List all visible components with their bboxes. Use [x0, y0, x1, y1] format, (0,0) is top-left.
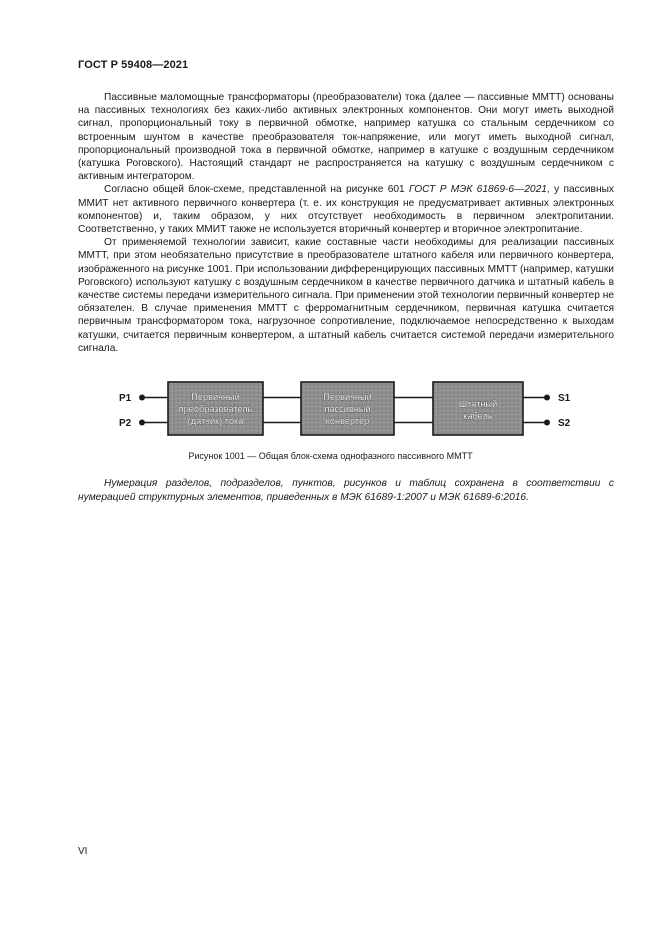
standard-reference: ГОСТ Р МЭК 61869-6—2021	[409, 184, 547, 196]
figure-caption: Рисунок 1001 — Общая блок-схема однофазного пассивного ММТТ	[188, 451, 473, 461]
terminal-s2-dot	[544, 420, 550, 426]
block-cable-line2: кабель	[463, 411, 493, 421]
numbering-note-text: Нумерация разделов, подразделов, пунктов, рисунков и таблиц сохранена в соответствии с нумерацией структурных элементов, приведенных в МЭК 61689-1:2007 и МЭК 61689-6:2016.	[78, 478, 614, 503]
block-converter-line3: конвертер	[325, 416, 370, 426]
block-primary-sensor-line2: преобразователь	[178, 404, 253, 414]
terminal-s1-label: S1	[558, 393, 571, 404]
paragraph-technology-components: От применяемой технологии зависит, какие составные части необходимы для реализации пассивных ММТТ, при этом необязательно присутствие в преобразователе штатного кабеля или первичного конвертера, изображенного на рисунке 1001. При использовании дифференцирующих пассивных ММТТ (например, катушки Роговского) используют катушку с воздушным сердечником в качестве первичного датчика и штатный кабель в качестве системы передачи измерительного сигнала. При применении этой технологии первичный конвертер не обязателен. В случае применения ММТТ с ферромагнитным сердечником, первичная катушка считается первичным трансформатором тока, нагрузочное сопротивление, подключаемое непосредственно к выходам катушки, считается первичным конвертером, а штатный кабель считается системой передачи измерительного сигнала.	[78, 237, 614, 354]
paragraph-text: Согласно общей блок-схеме, представленной на рисунке 601	[104, 184, 410, 196]
terminal-p2-label: P2	[119, 418, 132, 429]
block-primary-sensor-line3: (датчик) тока	[187, 416, 244, 426]
terminal-s2-label: S2	[558, 418, 571, 429]
page-number: VI	[78, 846, 88, 857]
body-text	[78, 91, 614, 355]
terminal-p1-label: P1	[119, 393, 132, 404]
numbering-note	[78, 477, 614, 504]
paragraph-text: , у пассивных ММИТ нет активного первичного конвертера (т. е. их конструкция не предусматривает активных электронных компонентов) и, таким образом, у них отсутствует необходимость в первичном электропитании. Соответственно, у таких ММИТ также не используется вторичный конвертер и вторичное электропитание.	[78, 184, 614, 236]
block-diagram	[110, 380, 580, 438]
block-cable-line1: Штатный	[458, 399, 498, 409]
block-diagram-svg	[110, 380, 580, 438]
paragraph-passive-lpit-intro: Пассивные маломощные трансформаторы (преобразователи) тока (далее — пассивные ММТТ) основаны на пассивных технологиях без каких-либо активных электронных компонентов. Они могут иметь выходной сигнал, пропорциональный току в первичной обмотке, например катушка со стальным сердечником со встроенным шунтом в качестве преобразователя ток-напряжение, или могут иметь выходной сигнал, пропорциональный производной тока в первичной обмотке, например в катушке с воздушным сердечником (катушка Роговского). Настоящий стандарт не распространяется на катушку с воздушным сердечником с активным интегратором.	[78, 92, 614, 183]
paragraph-block-diagram-reference	[78, 183, 614, 236]
block-converter-line2: пассивный	[324, 404, 371, 414]
terminal-s1-dot	[544, 395, 550, 401]
block-primary-sensor-line1: Первичный	[191, 392, 240, 402]
document-header: ГОСТ Р 59408—2021	[78, 59, 189, 71]
block-converter-line1: Первичный	[323, 392, 372, 402]
